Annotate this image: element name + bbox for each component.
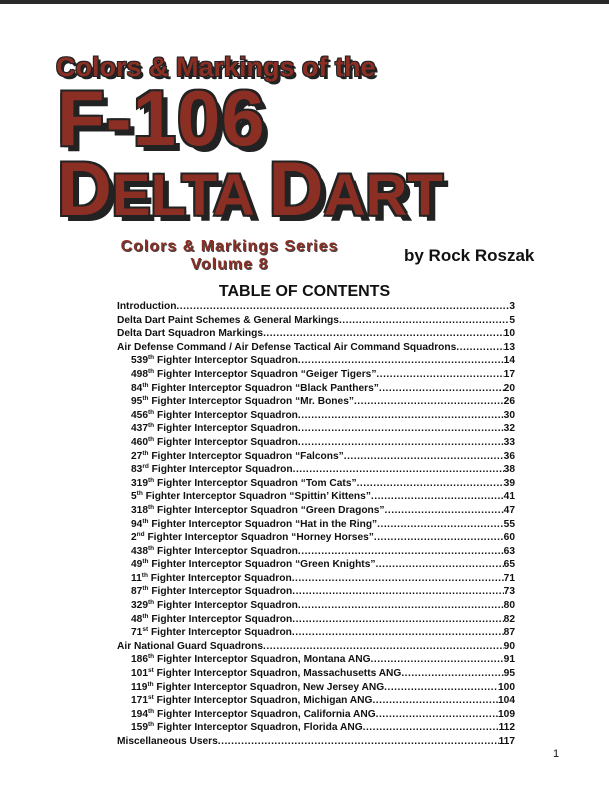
toc-entry-page: 80 — [503, 600, 515, 612]
toc-entry-label — [131, 382, 379, 396]
toc-entry-page: 112 — [498, 722, 515, 734]
toc-entry-title: Fighter Interceptor Squadron “Green Knights” — [148, 559, 376, 571]
toc-entry-ordinal: th — [148, 408, 155, 416]
toc-entry-ordinal: th — [148, 435, 155, 443]
toc-entry-title: Fighter Interceptor Squadron “Spittin’ Kittens” — [142, 491, 371, 503]
toc-entry-title: Fighter Interceptor Squadron “Mr. Bones” — [148, 396, 354, 408]
toc-entry-ordinal: st — [142, 626, 149, 634]
series-label — [112, 238, 347, 274]
toc-entry-ordinal: rd — [142, 463, 149, 471]
toc-entry-label — [131, 477, 357, 491]
toc-entry-number: 539 — [131, 355, 148, 367]
toc-entry-number: 186 — [131, 654, 148, 666]
toc-entry — [117, 681, 515, 695]
toc-entry-number: 94 — [131, 518, 143, 530]
toc-entry-page: 5 — [509, 314, 515, 326]
title-line-3-d1: D — [57, 147, 112, 232]
toc-leader-dots — [375, 558, 503, 572]
toc-entry-label — [131, 504, 385, 518]
toc-entry-number: 83 — [131, 464, 143, 476]
toc-entry-page: 10 — [503, 328, 515, 340]
toc-entry-label — [117, 314, 339, 328]
toc-entry-label — [131, 436, 298, 450]
toc-entry-page: 91 — [503, 654, 515, 666]
toc-entry-title: Fighter Interceptor Squadron — [154, 355, 298, 367]
toc-entry-title: Fighter Interceptor Squadron — [154, 436, 298, 448]
series-volume: Volume 8 — [190, 256, 269, 273]
toc-entry-title: Miscellaneous Users — [117, 736, 218, 747]
toc-entry-number: 48 — [131, 613, 143, 625]
toc-entry-ordinal: th — [142, 612, 149, 620]
toc-entry-title: Introduction — [117, 301, 177, 312]
title-line-3-art: ART — [323, 163, 443, 228]
toc-entry-page: 109 — [498, 708, 515, 720]
title-line-2: F-106 — [57, 74, 266, 162]
toc-entry-page: 39 — [503, 477, 515, 489]
toc-entry-title: Fighter Interceptor Squadron “Horney Horses” — [144, 532, 374, 544]
toc-entry-title: Delta Dart Squadron Markings — [117, 328, 264, 340]
toc-entry-label — [131, 518, 377, 532]
toc-entry-number: 318 — [131, 504, 148, 516]
toc-entry — [117, 490, 515, 504]
toc-entry-number: 71 — [131, 627, 143, 639]
toc-entry-label — [131, 450, 344, 464]
toc-entry-page: 33 — [503, 436, 515, 448]
toc-entry-page: 30 — [503, 409, 515, 421]
toc-leader-dots — [371, 653, 504, 667]
toc-entry — [117, 450, 515, 464]
toc-entry-label — [131, 572, 292, 586]
toc-leader-dots — [377, 518, 504, 532]
toc-entry-number: 194 — [131, 708, 148, 720]
toc-entry — [117, 599, 515, 613]
toc-entry-page: 38 — [503, 464, 515, 476]
toc-entry-page: 13 — [503, 341, 515, 353]
toc-entry-label — [117, 640, 263, 654]
toc-entry-label — [131, 490, 371, 504]
toc-leader-dots — [298, 422, 504, 436]
toc-entry-title: Fighter Interceptor Squadron — [154, 600, 298, 612]
toc-entry-page: 95 — [503, 668, 515, 680]
toc-entry — [117, 409, 515, 423]
toc-entry — [117, 531, 515, 545]
toc-entry-label — [117, 327, 263, 341]
title-line-3-elta: ELTA — [111, 163, 269, 228]
toc-entry-title: Fighter Interceptor Squadron “Geiger Tigers” — [154, 368, 377, 380]
toc-entry-number: 49 — [131, 559, 143, 571]
toc-entry-number: 2 — [131, 532, 137, 544]
toc-entry-label — [131, 667, 401, 681]
author: by Rock Roszak — [404, 246, 535, 265]
toc-entry-label — [131, 626, 292, 640]
toc-entry-title: Fighter Interceptor Squadron, Florida ANG — [154, 722, 363, 734]
toc-entry-page: 20 — [503, 382, 515, 394]
toc-leader-dots — [376, 708, 498, 722]
toc-entry-page: 63 — [503, 545, 515, 557]
toc-entry-ordinal: th — [148, 721, 155, 729]
table-of-contents — [117, 300, 515, 749]
toc-entry-label — [131, 613, 292, 627]
toc-entry-ordinal: th — [148, 476, 155, 484]
toc-heading: TABLE OF CONTENTS — [218, 283, 391, 300]
toc-entry-label — [117, 300, 176, 314]
toc-leader-dots — [292, 572, 504, 586]
toc-leader-dots — [363, 721, 499, 735]
toc-entry-number: 319 — [131, 477, 148, 489]
toc-entry-ordinal: th — [148, 599, 155, 607]
toc-entry-title: Fighter Interceptor Squadron “Green Dragons” — [154, 504, 385, 516]
toc-entry — [117, 422, 515, 436]
toc-entry-ordinal: st — [148, 667, 154, 675]
toc-entry-label — [131, 409, 298, 423]
toc-leader-dots — [263, 327, 504, 341]
toc-entry-page: 82 — [503, 613, 515, 625]
toc-leader-dots — [218, 735, 499, 749]
toc-entry — [117, 436, 515, 450]
toc-entry-ordinal: th — [142, 585, 149, 593]
toc-entry-page: 65 — [503, 559, 515, 571]
toc-entry-title: Fighter Interceptor Squadron, Montana ANG — [154, 654, 371, 666]
toc-entry-page: 3 — [509, 301, 515, 312]
toc-entry-number: 5 — [131, 491, 137, 503]
toc-entry-number: 87 — [131, 586, 143, 598]
toc-entry — [117, 300, 515, 314]
toc-leader-dots — [292, 626, 504, 640]
toc-entry — [117, 626, 515, 640]
toc-entry-number: 11 — [131, 572, 142, 584]
toc-leader-dots — [263, 640, 504, 654]
toc-entry-page: 26 — [503, 396, 515, 408]
toc-entry — [117, 708, 515, 722]
toc-entry-label — [117, 735, 218, 749]
toc-entry-label — [131, 599, 298, 613]
toc-leader-dots — [379, 382, 504, 396]
toc-entry-number: 460 — [131, 436, 148, 448]
toc-entry — [117, 545, 515, 559]
toc-leader-dots — [298, 354, 504, 368]
toc-entry-page: 36 — [503, 450, 515, 462]
toc-entry-title: Delta Dart Paint Schemes & General Markings — [117, 314, 339, 326]
toc-entry-title: Fighter Interceptor Squadron, Massachusetts ANG — [153, 668, 402, 680]
toc-entry-label — [117, 341, 456, 355]
toc-entry — [117, 354, 515, 368]
toc-leader-dots — [357, 477, 504, 491]
toc-entry — [117, 653, 515, 667]
toc-entry-ordinal: th — [148, 707, 155, 715]
toc-entry-title: Fighter Interceptor Squadron, New Jersey ANG — [153, 681, 385, 693]
toc-entry-page: 87 — [503, 627, 515, 639]
toc-leader-dots — [344, 450, 504, 464]
toc-leader-dots — [376, 368, 503, 382]
toc-entry-title: Fighter Interceptor Squadron — [154, 545, 298, 557]
toc-entry — [117, 735, 515, 749]
toc-entry — [117, 558, 515, 572]
toc-entry-ordinal: th — [148, 653, 155, 661]
title-line-3 — [57, 147, 443, 236]
toc-entry-ordinal: th — [142, 558, 149, 566]
toc-entry-page: 55 — [503, 518, 515, 530]
toc-leader-dots — [298, 599, 504, 613]
toc-entry — [117, 694, 515, 708]
toc-entry-page: 104 — [498, 695, 515, 707]
toc-entry — [117, 504, 515, 518]
toc-entry-number: 27 — [131, 450, 143, 462]
toc-entry-label — [131, 395, 354, 409]
toc-entry — [117, 368, 515, 382]
toc-entry-page: 90 — [503, 640, 515, 652]
toc-entry-ordinal: th — [142, 395, 149, 403]
toc-entry-number: 119 — [131, 681, 148, 693]
toc-leader-dots — [176, 300, 509, 314]
toc-leader-dots — [298, 436, 504, 450]
toc-leader-dots — [292, 613, 503, 627]
toc-entry — [117, 327, 515, 341]
toc-entry-ordinal: th — [148, 354, 155, 362]
toc-entry — [117, 395, 515, 409]
toc-leader-dots — [384, 681, 498, 695]
toc-entry-number: 437 — [131, 423, 148, 435]
toc-entry-label — [131, 694, 372, 708]
toc-entry-title: Air Defense Command / Air Defense Tactical Air Command Squadrons — [117, 341, 457, 353]
toc-entry-page: 73 — [503, 586, 515, 598]
toc-entry — [117, 463, 515, 477]
title-line-3-d2: D — [268, 147, 324, 232]
toc-entry-number: 329 — [131, 600, 148, 612]
toc-entry-ordinal: th — [142, 381, 149, 389]
toc-entry-title: Fighter Interceptor Squadron — [147, 572, 292, 584]
toc-entry-ordinal: th — [148, 367, 155, 375]
toc-leader-dots — [372, 694, 498, 708]
toc-entry — [117, 477, 515, 491]
toc-entry-page: 117 — [498, 736, 515, 747]
toc-leader-dots — [293, 463, 504, 477]
toc-entry-ordinal: st — [148, 694, 154, 702]
toc-entry-label — [131, 653, 371, 667]
toc-leader-dots — [292, 585, 503, 599]
toc-entry-label — [131, 531, 374, 545]
toc-entry-page: 100 — [498, 681, 515, 693]
toc-entry-number: 456 — [131, 409, 148, 421]
toc-entry-number: 101 — [131, 668, 148, 680]
toc-entry — [117, 667, 515, 681]
toc-entry-title: Fighter Interceptor Squadron — [154, 423, 298, 435]
toc-entry-ordinal: th — [147, 680, 154, 688]
toc-leader-dots — [298, 545, 504, 559]
toc-entry-ordinal: th — [141, 571, 148, 579]
toc-entry-label — [131, 721, 363, 735]
toc-leader-dots — [385, 504, 504, 518]
toc-entry — [117, 613, 515, 627]
toc-entry-number: 159 — [131, 722, 148, 734]
title-line-1: Colors & Markings of the — [56, 52, 376, 82]
toc-leader-dots — [298, 409, 504, 423]
toc-entry-title: Fighter Interceptor Squadron “Black Panthers” — [148, 382, 379, 394]
toc-entry — [117, 640, 515, 654]
toc-entry-ordinal: nd — [136, 531, 145, 539]
toc-entry-label — [131, 463, 293, 477]
toc-entry-page: 32 — [503, 423, 515, 435]
toc-leader-dots — [374, 531, 504, 545]
toc-entry-ordinal: th — [148, 503, 155, 511]
toc-entry-title: Fighter Interceptor Squadron “Tom Cats” — [154, 477, 357, 489]
toc-leader-dots — [354, 395, 504, 409]
toc-entry-page: 47 — [503, 504, 515, 516]
toc-entry-page: 71 — [503, 572, 515, 584]
toc-entry-title: Fighter Interceptor Squadron “Falcons” — [148, 450, 344, 462]
toc-entry-number: 84 — [131, 382, 143, 394]
toc-entry-label — [131, 681, 384, 695]
toc-leader-dots — [339, 314, 509, 328]
toc-entry-label — [131, 368, 376, 382]
toc-entry-label — [131, 422, 298, 436]
toc-entry — [117, 341, 515, 355]
toc-entry-title: Fighter Interceptor Squadron, Michigan ANG — [153, 695, 373, 707]
toc-entry-label — [131, 585, 292, 599]
toc-entry-label — [131, 354, 298, 368]
toc-entry-title: Fighter Interceptor Squadron “Hat in the Ring” — [148, 518, 378, 530]
toc-leader-dots — [456, 341, 503, 355]
toc-entry-ordinal: th — [148, 544, 155, 552]
toc-entry-title: Fighter Interceptor Squadron — [148, 464, 293, 476]
toc-entry-page: 17 — [503, 368, 515, 380]
toc-entry-number: 171 — [131, 695, 148, 707]
series-name: Colors & Markings Series — [120, 238, 339, 255]
toc-entry-ordinal: th — [148, 422, 155, 430]
toc-entry-title: Fighter Interceptor Squadron — [148, 613, 293, 625]
toc-entry — [117, 382, 515, 396]
toc-entry-number: 438 — [131, 545, 148, 557]
toc-entry-title: Fighter Interceptor Squadron — [148, 586, 293, 598]
toc-entry-ordinal: th — [136, 490, 143, 498]
toc-entry-label — [131, 708, 376, 722]
toc-entry-label — [131, 558, 375, 572]
toc-leader-dots — [401, 667, 503, 681]
toc-entry-number: 95 — [131, 396, 143, 408]
toc-entry — [117, 585, 515, 599]
toc-entry-title: Air National Guard Squadrons — [117, 640, 264, 652]
page-number: 1 — [553, 748, 560, 760]
toc-entry — [117, 721, 515, 735]
toc-entry-page: 60 — [503, 532, 515, 544]
toc-entry — [117, 314, 515, 328]
toc-leader-dots — [371, 490, 504, 504]
toc-entry-ordinal: th — [142, 449, 149, 457]
toc-entry — [117, 572, 515, 586]
toc-entry-title: Fighter Interceptor Squadron — [148, 627, 292, 639]
toc-entry — [117, 518, 515, 532]
toc-entry-page: 41 — [503, 491, 515, 503]
toc-entry-title: Fighter Interceptor Squadron — [154, 409, 298, 421]
toc-entry-page: 14 — [503, 355, 515, 367]
top-border — [0, 0, 609, 4]
toc-entry-title: Fighter Interceptor Squadron, California ANG — [154, 708, 376, 720]
toc-entry-number: 498 — [131, 368, 148, 380]
toc-entry-ordinal: th — [142, 517, 149, 525]
toc-entry-label — [131, 545, 298, 559]
